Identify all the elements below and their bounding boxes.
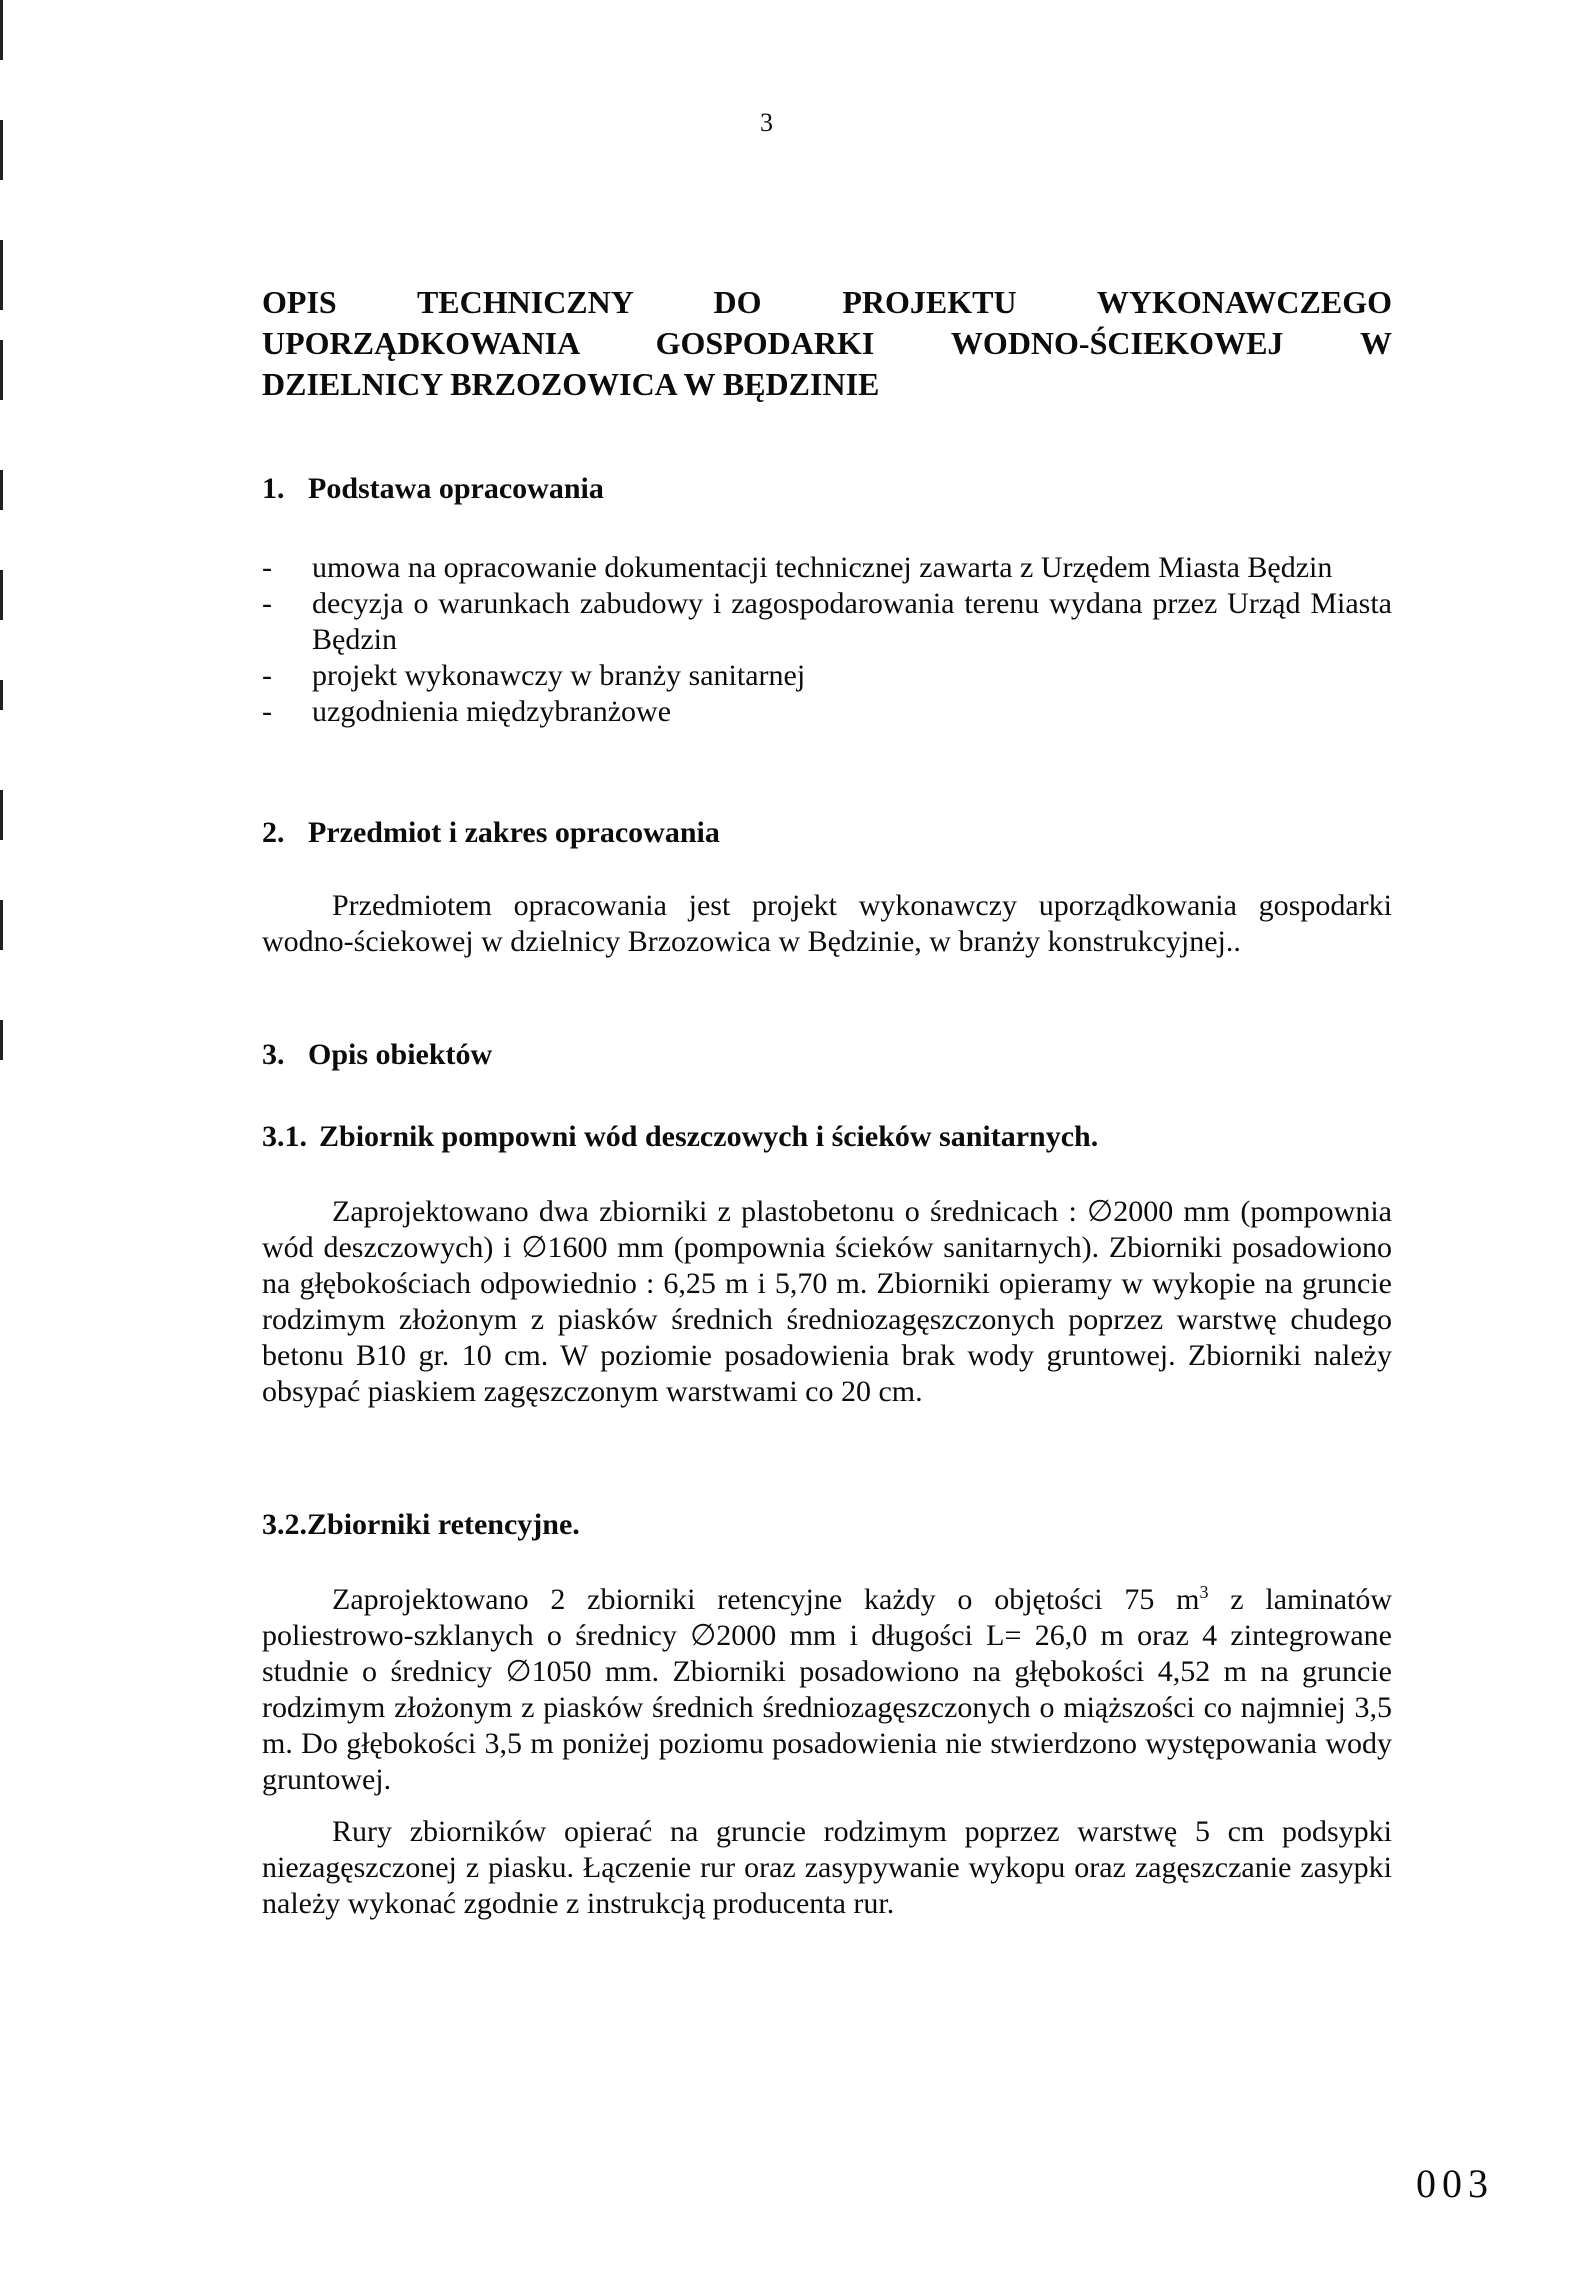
list-item-text: decyzja o warunkach zabudowy i zagospodarowania terenu wydana przez Urząd Miasta Będzin [312,587,1392,656]
superscript-3: 3 [1199,1582,1209,1602]
list-item: - decyzja o warunkach zabudowy i zagospodarowania terenu wydana przez Urząd Miasta Będzin [262,587,1392,656]
scan-edge-mark [0,790,3,840]
section-3-2-paragraph-1: Zaprojektowano 2 zbiorniki retencyjne każdy o objętości 75 $m^3$ z laminatów poliestrowo-szklanych o średnicy ∅2000 mm i długości L= 26,0 m oraz 4 zintegrowane studnie o średnicy ∅1050 mm. Zbiorniki posadowiono na głębokości 4,52 m na gruncie rodzimym złożonym z piasków średnich średniozagęszczonych o miąższości co najmniej 3,5 m. Do głębokości 3,5 m poniżej poziomu posadowienia nie stwierdzono występowania wody gruntowej. [262,1582,1393,1796]
list-item: - uzgodnienia międzybranżowe [262,695,672,728]
list-item-text: uzgodnienia międzybranżowe [312,695,672,728]
section-1-heading [262,472,604,506]
section-3-2-heading: 3.2.Zbiorniki retencyjne. [262,1508,580,1541]
scan-edge-mark [0,900,3,950]
scan-edge-mark [0,570,3,620]
basis-list [262,550,1392,730]
scan-edge-mark [0,1020,3,1060]
section-number: 3.1. [262,1120,307,1153]
section-number: 1. [262,472,285,505]
section-2-heading [262,816,720,850]
title-line: DZIELNICY BRZOZOWICA W BĘDZINIE [262,366,880,402]
section-title: Zbiornik pompowni wód deszczowych i ścieków sanitarnych. [319,1120,1099,1153]
title-line: UPORZĄDKOWANIA GOSPODARKI WODNO-ŚCIEKOWEJ W [262,325,1392,361]
scan-edge-mark [0,240,3,310]
title-line: OPIS TECHNICZNY DO PROJEKTU WYKONAWCZEGO [262,284,1392,320]
section-3-2-paragraph-2: Rury zbiorników opierać na gruncie rodzimym poprzez warstwę 5 cm podsypki niezagęszczonej z piasku. Łączenie rur oraz zasypywanie wykopu oraz zagęszczanie zasypki należy wykonać zgodnie z instrukcją producenta rur. [262,1815,1392,1920]
scan-edge-mark [0,470,3,510]
page-number: 3 [760,108,773,137]
section-2-paragraph: Przedmiotem opracowania jest projekt wykonawczy uporządkowania gospodarki wodno-ściekowej w dzielnicy Brzozowica w Będzinie, w branży konstrukcyjnej.. [262,889,1392,958]
scan-edge-mark [0,340,3,400]
document-title [262,282,1392,405]
list-item: - projekt wykonawczy w branży sanitarnej [262,659,806,692]
section-number: 3. [262,1038,285,1071]
list-item: - umowa na opracowanie dokumentacji technicznej zawarta z Urzędem Miasta Będzin [262,551,1333,584]
section-3-heading [262,1038,492,1072]
page-stamp-number: 003 [1416,2161,1494,2206]
section-3-1-heading [262,1120,1098,1154]
scan-edge-mark [0,0,3,60]
list-item-text: umowa na opracowanie dokumentacji technicznej zawarta z Urzędem Miasta Będzin [312,551,1333,584]
section-title: Przedmiot i zakres opracowania [308,816,720,849]
list-item-text: projekt wykonawczy w branży sanitarnej [312,659,806,692]
section-title: Podstawa opracowania [308,472,604,505]
scan-edge-mark [0,120,3,180]
scan-edge-mark [0,680,3,710]
section-3-1-paragraph: Zaprojektowano dwa zbiorniki z plastobetonu o średnicach : ∅2000 mm (pompownia wód deszczowych) i ∅1600 mm (pompownia ścieków sanitarnych). Zbiorniki posadowiono na głębokościach odpowiednio : 6,25 m i 5,70 m. Zbiorniki opieramy w wykopie na gruncie rodzimym złożonym z piasków średnich średniozagęszczonych poprzez warstwę chudego betonu B10 gr. 10 cm. W poziomie posadowienia brak wody gruntowej. Zbiorniki należy obsypać piaskiem zagęszczonym warstwami co 20 cm. [262,1195,1392,1408]
section-number: 2. [262,816,285,849]
section-title: Opis obiektów [308,1038,493,1071]
